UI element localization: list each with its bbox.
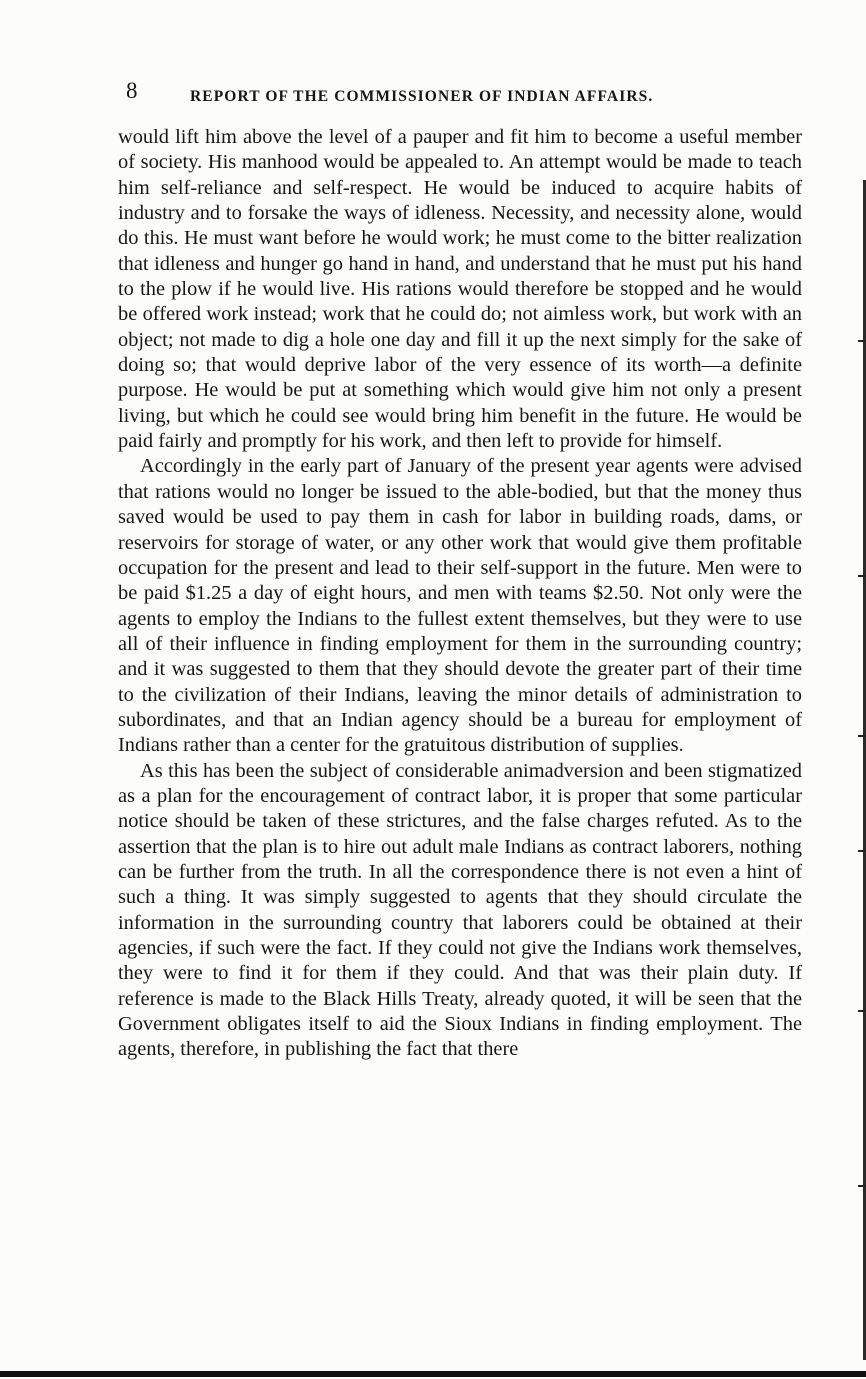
paragraph-1: would lift him above the level of a pauper and fit him to become a useful member of society. His manhood would be appealed to. An attempt would be made to teach him self-reliance and self-respect. He would be induced to acquire habits of industry and to forsake the ways of idleness. Necessity, and necessity alone, would do this. He must want before he would work; he must come to the bitter realization that idleness and hunger go hand in hand, and understand that he must put his hand to the plow if he would live. His rations would therefore be stopped and he would be offered work instead; work that he could do; not aimless work, but work with an object; not made to dig a hole one day and fill it up the next simply for the sake of doing so; that would deprive labor of the very essence of its worth—a definite purpose. He would be put at something which would give him not only a present living, but which he could see would bring him benefit in the future. He would be paid fairly and promptly for his work, and then left to provide for himself. xyxy=(118,126,802,453)
body-text xyxy=(118,125,802,1063)
edge-mark xyxy=(858,1185,866,1187)
edge-mark xyxy=(858,1010,866,1012)
edge-mark xyxy=(858,735,866,737)
bottom-border xyxy=(0,1371,866,1377)
paragraph-3: As this has been the subject of considerable animadversion and been stigmatized as a plan for the encouragement of contract labor, it is proper that some particular notice should be taken of these strictures, and the false charges refuted. As to the assertion that the plan is to hire out adult male Indians as contract laborers, nothing can be further from the truth. In all the correspondence there is not even a hint of such a thing. It was simply suggested to agents that they should circulate the information in the surrounding country that laborers could be obtained at their agencies, if such were the fact. If they could not give the Indians work themselves, they were to find it for them if they could. And that was their plain duty. If reference is made to the Black Hills Treaty, already quoted, it will be seen that the Government obligates itself to aid the Sioux Indians in finding employment. The agents, therefore, in publishing the fact that there xyxy=(118,759,802,1061)
page-number: 8 xyxy=(126,78,138,103)
page-header xyxy=(126,78,806,108)
paragraph-2: Accordingly in the early part of January of the present year agents were advised that rations would no longer be issued to the able-bodied, but that the money thus saved would be used to pay them in cash for labor in building roads, dams, or reservoirs for storage of water, or any other work that would give them profitable occupation for the present and lead to their self-support in the future. Men were to be paid $1.25 a day of eight hours, and men with teams $2.50. Not only were the agents to employ the Indians to the fullest extent themselves, but they were to use all of their influence in finding employment for them in the surrounding country; and it was suggested to them that they should devote the greater part of their time to the civilization of their Indians, leaving the minor details of administration to subordinates, and that an Indian agency should be a bureau for employment of Indians rather than a center for the gratuitous distribution of supplies. xyxy=(118,455,802,757)
edge-mark xyxy=(858,850,866,852)
running-title: REPORT OF THE COMMISSIONER OF INDIAN AFFAIRS. xyxy=(190,88,654,105)
edge-mark xyxy=(858,575,866,577)
edge-mark xyxy=(858,340,866,342)
